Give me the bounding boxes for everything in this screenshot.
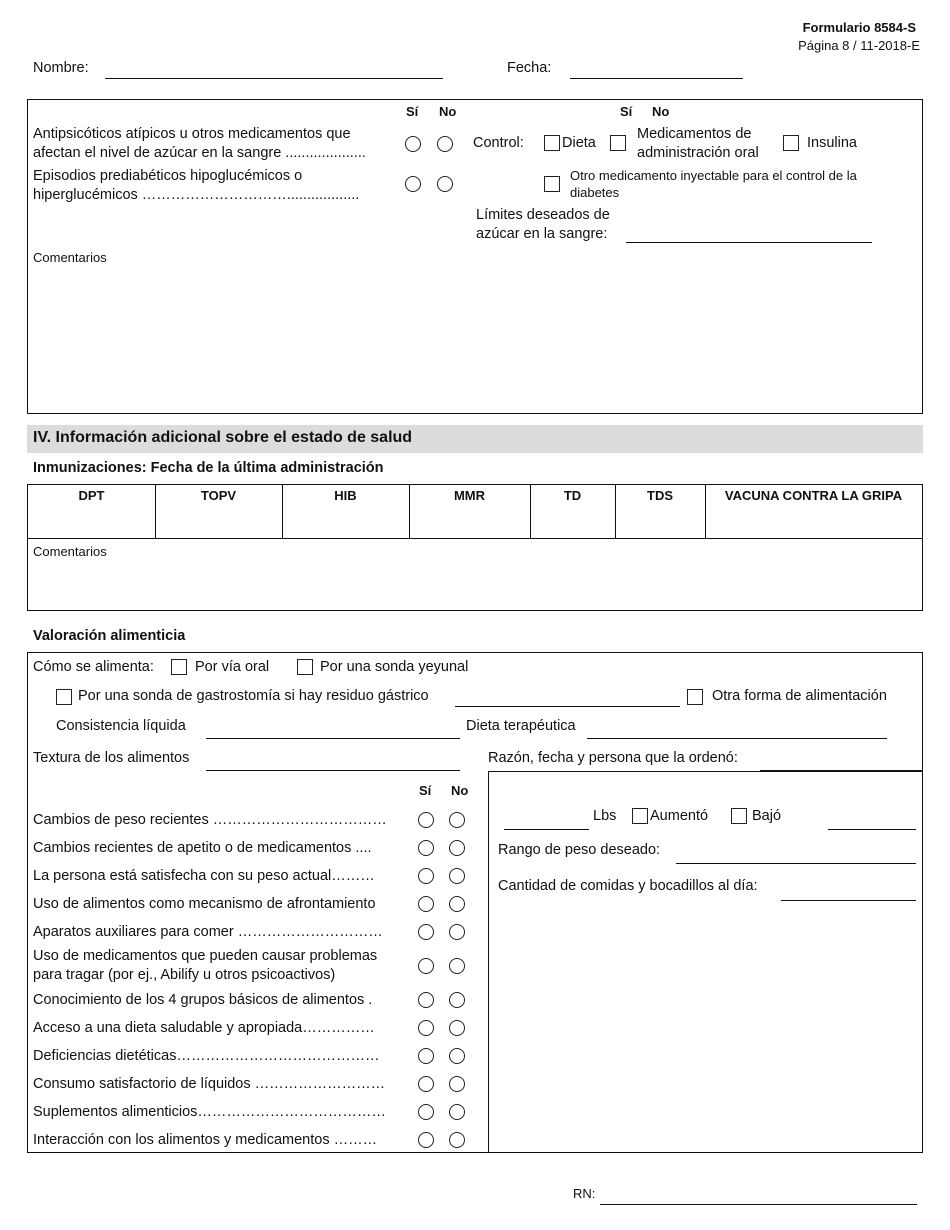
immun-comments-label: Comentarios (33, 544, 107, 559)
item-1-no-radio[interactable] (449, 812, 465, 828)
date-field[interactable] (570, 78, 743, 79)
glucose-comments-field[interactable] (33, 270, 913, 408)
item-8-no-radio[interactable] (449, 1020, 465, 1036)
item-weight-satisfied: La persona está satisfecha con su peso actual……… (33, 868, 375, 884)
immunizations-divider (27, 538, 923, 539)
insulin-checkbox[interactable] (783, 135, 799, 151)
yes-header: Sí (406, 104, 419, 119)
q1-no-radio[interactable] (437, 136, 453, 152)
col-td: TD (563, 488, 582, 503)
oral-label: Por vía oral (195, 659, 270, 675)
nutrition-no-header: No (451, 783, 469, 798)
jejunal-label: Por una sonda yeyunal (320, 659, 469, 675)
jejunal-checkbox[interactable] (297, 659, 313, 675)
item-11-yes-radio[interactable] (418, 1104, 434, 1120)
q2-no-radio[interactable] (437, 176, 453, 192)
item-10-no-radio[interactable] (449, 1076, 465, 1092)
item-11-no-radio[interactable] (449, 1104, 465, 1120)
rn-field[interactable] (600, 1204, 917, 1205)
item-healthy-diet: Acceso a una dieta saludable y apropiada…………… (33, 1020, 375, 1036)
col-mmr: MMR (453, 488, 486, 503)
item-5-yes-radio[interactable] (418, 924, 434, 940)
meals-label: Cantidad de comidas y bocadillos al día: (498, 878, 758, 894)
item-eating-aids: Aparatos auxiliares para comer ………………………… (33, 924, 383, 940)
q2-yes-radio[interactable] (405, 176, 421, 192)
q1-text-1: Antipsicóticos atípicos u otros medicamentos que (33, 126, 351, 142)
injectable-label-2: diabetes (570, 185, 620, 200)
item-swallow-meds-1: Uso de medicamentos que pueden causar problemas (33, 948, 378, 964)
diet-label: Dieta (562, 135, 596, 151)
lbs-field[interactable] (504, 829, 589, 830)
diet-checkbox[interactable] (544, 135, 560, 151)
name-field[interactable] (105, 78, 443, 79)
item-1-yes-radio[interactable] (418, 812, 434, 828)
form-number: Formulario 8584-S (802, 20, 916, 35)
injectable-label-1: Otro medicamento inyectable para el control de la (570, 168, 857, 183)
desired-range-field[interactable] (676, 863, 916, 864)
item-2-yes-radio[interactable] (418, 840, 434, 856)
item-6-no-radio[interactable] (449, 958, 465, 974)
item-appetite-changes: Cambios recientes de apetito o de medicamentos .... (33, 840, 372, 856)
gastro-checkbox[interactable] (56, 689, 72, 705)
item-10-yes-radio[interactable] (418, 1076, 434, 1092)
name-label: Nombre: (33, 60, 89, 76)
limits-label-1: Límites deseados de (476, 207, 610, 223)
item-2-no-radio[interactable] (449, 840, 465, 856)
injectable-checkbox[interactable] (544, 176, 560, 192)
immunizations-title: Inmunizaciones: Fecha de la última administración (33, 460, 384, 476)
texture-label: Textura de los alimentos (33, 750, 190, 766)
rn-label: RN: (573, 1186, 596, 1201)
immunizations-table (27, 484, 923, 611)
item-9-yes-radio[interactable] (418, 1048, 434, 1064)
liquid-field[interactable] (206, 738, 460, 739)
other-feeding-label: Otra forma de alimentación (712, 688, 887, 704)
reason-label: Razón, fecha y persona que la ordenó: (488, 750, 738, 766)
item-swallow-meds-2: para tragar (por ej., Abilify u otros psicoactivos) (33, 967, 336, 983)
desired-range-label: Rango de peso deseado: (498, 842, 661, 858)
oral-checkbox[interactable] (171, 659, 187, 675)
glucose-comments-label: Comentarios (33, 250, 107, 265)
oral-med-checkbox[interactable] (610, 135, 626, 151)
item-3-no-radio[interactable] (449, 868, 465, 884)
item-deficiencies: Deficiencias dietéticas…………………………………… (33, 1048, 380, 1064)
col-topv: TOPV (200, 488, 237, 503)
increased-label: Aumentó (650, 808, 709, 824)
limits-label-2: azúcar en la sangre: (476, 226, 608, 242)
page-info: Página 8 / 11-2018-E (798, 38, 920, 53)
nutrition-yes-header: Sí (419, 783, 432, 798)
item-food-groups: Conocimiento de los 4 grupos básicos de alimentos . (33, 992, 373, 1008)
increased-checkbox[interactable] (632, 808, 648, 824)
weight-change-field[interactable] (828, 829, 916, 830)
item-6-yes-radio[interactable] (418, 958, 434, 974)
item-food-coping: Uso de alimentos como mecanismo de afrontamiento (33, 896, 376, 912)
lbs-label: Lbs (593, 808, 617, 824)
col-hib: HIB (334, 488, 357, 503)
q2-text-1: Episodios prediabéticos hipoglucémicos o (33, 168, 303, 184)
item-8-yes-radio[interactable] (418, 1020, 434, 1036)
meals-field[interactable] (781, 900, 916, 901)
oral-med-label-2: administración oral (637, 145, 759, 161)
how-eats-label: Cómo se alimenta: (33, 659, 154, 675)
item-7-no-radio[interactable] (449, 992, 465, 1008)
liquid-label: Consistencia líquida (56, 718, 186, 734)
oral-med-label-1: Medicamentos de (637, 126, 752, 142)
nutrition-col-divider (488, 771, 489, 1152)
decreased-checkbox[interactable] (731, 808, 747, 824)
insulin-label: Insulina (807, 135, 857, 151)
item-7-yes-radio[interactable] (418, 992, 434, 1008)
section-iv-title: IV. Información adicional sobre el estado de salud (33, 429, 413, 446)
therapeutic-label: Dieta terapéutica (466, 718, 576, 734)
item-food-drug-interaction: Interacción con los alimentos y medicamentos ……… (33, 1132, 378, 1148)
other-feeding-checkbox[interactable] (687, 689, 703, 705)
limits-field[interactable] (626, 242, 872, 243)
item-5-no-radio[interactable] (449, 924, 465, 940)
q2-text-2: hiperglucémicos ………………………….................. (33, 187, 360, 203)
nutrition-right-top (488, 771, 923, 772)
no-header: No (439, 104, 457, 119)
item-3-yes-radio[interactable] (418, 868, 434, 884)
item-4-no-radio[interactable] (449, 896, 465, 912)
q1-yes-radio[interactable] (405, 136, 421, 152)
item-4-yes-radio[interactable] (418, 896, 434, 912)
texture-field[interactable] (206, 770, 460, 771)
item-12-no-radio[interactable] (449, 1132, 465, 1148)
col-tds: TDS (647, 488, 673, 503)
date-label: Fecha: (507, 60, 552, 76)
no-header-2: No (652, 104, 670, 119)
item-12-yes-radio[interactable] (418, 1132, 434, 1148)
q1-text-2: afectan el nivel de azúcar en la sangre .................... (33, 145, 366, 161)
yes-header-2: Sí (620, 104, 633, 119)
gastro-field[interactable] (455, 706, 680, 707)
item-weight-changes: Cambios de peso recientes ……………………………… (33, 812, 387, 828)
control-label: Control: (473, 135, 524, 151)
col-dpt: DPT (78, 488, 105, 503)
decreased-label: Bajó (752, 808, 782, 824)
item-9-no-radio[interactable] (449, 1048, 465, 1064)
item-liquids: Consumo satisfactorio de líquidos ……………………… (33, 1076, 386, 1092)
item-supplements: Suplementos alimenticios………………………………… (33, 1104, 386, 1120)
gastro-label: Por una sonda de gastrostomía si hay residuo gástrico (78, 688, 429, 704)
nutrition-title: Valoración alimenticia (33, 628, 186, 644)
therapeutic-field[interactable] (587, 738, 887, 739)
col-flu: VACUNA CONTRA LA GRIPA (724, 488, 903, 503)
